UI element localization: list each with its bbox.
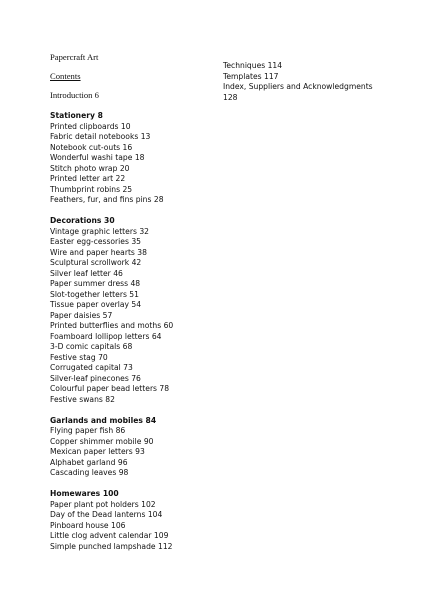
toc-entry: Mexican paper letters 93: [50, 447, 145, 456]
toc-entry: Thumbprint robins 25: [50, 184, 133, 194]
toc-right-column: [223, 61, 383, 103]
toc-entry: Day of the Dead lanterns 104: [50, 510, 163, 519]
toc-entry: Paper daisies 57: [50, 310, 113, 320]
toc-entry: Printed clipboards 10: [50, 121, 131, 131]
toc-entry: Copper shimmer mobile 90: [50, 436, 154, 446]
toc-entry: Little clog advent calendar 109: [50, 531, 169, 540]
contents-heading: Contents: [50, 71, 81, 81]
section-heading: Garlands and mobiles 84: [50, 415, 157, 425]
toc-entry: Tissue paper overlay 54: [50, 300, 142, 309]
toc-entry: Corrugated capital 73: [50, 363, 133, 372]
introduction-entry: Introduction 6: [50, 90, 99, 100]
toc-entry: Paper summer dress 48: [50, 279, 141, 288]
toc-entry: Simple punched lampshade 112: [50, 541, 173, 551]
toc-entry: Silver leaf letter 46: [50, 268, 123, 278]
toc-entry: Festive stag 70: [50, 352, 108, 362]
toc-entry: Wonderful washi tape 18: [50, 153, 145, 162]
toc-entry: Techniques 114: [223, 61, 283, 70]
section-heading: Stationery 8: [50, 111, 103, 120]
toc-entry: Stitch photo wrap 20: [50, 163, 130, 173]
toc-entry: Foamboard lollipop letters 64: [50, 331, 162, 341]
toc-entry: Colourful paper bead letters 78: [50, 384, 170, 393]
toc-entry: Index, Suppliers and Acknowledgments 128: [223, 82, 373, 102]
toc-section-stationery: [50, 111, 220, 206]
toc-entry: Fabric detail notebooks 13: [50, 132, 151, 141]
toc-entry: Alphabet garland 96: [50, 457, 128, 467]
toc-entry: Printed letter art 22: [50, 174, 126, 183]
toc-entry: Wire and paper hearts 38: [50, 247, 147, 257]
toc-entry: Cascading leaves 98: [50, 468, 129, 477]
section-heading: Homewares 100: [50, 489, 119, 498]
section-heading: Decorations 30: [50, 216, 115, 225]
toc-entry: Templates 117: [223, 71, 279, 81]
toc-entry: Vintage graphic letters 32: [50, 226, 149, 236]
book-title: Papercraft Art: [50, 52, 99, 62]
toc-entry: Easter egg-cessories 35: [50, 237, 141, 246]
toc-section-decorations: [50, 216, 220, 405]
toc-left-column: [50, 111, 220, 563]
toc-entry: Slot-together letters 51: [50, 289, 139, 299]
toc-entry: Feathers, fur, and fins pins 28: [50, 195, 164, 204]
toc-entry: Silver-leaf pinecones 76: [50, 373, 141, 383]
toc-entry: Printed butterflies and moths 60: [50, 321, 174, 330]
toc-entry: Sculptural scrollwork 42: [50, 258, 142, 267]
toc-entry: Festive swans 82: [50, 394, 115, 404]
toc-section-homewares: [50, 489, 220, 552]
toc-entry: Notebook cut-outs 16: [50, 142, 133, 152]
toc-entry: Pinboard house 106: [50, 520, 126, 530]
toc-section-garlands: [50, 416, 220, 479]
toc-entry: Paper plant pot holders 102: [50, 499, 156, 509]
toc-entry: 3-D comic capitals 68: [50, 342, 133, 351]
toc-entry: Flying paper fish 86: [50, 426, 126, 435]
